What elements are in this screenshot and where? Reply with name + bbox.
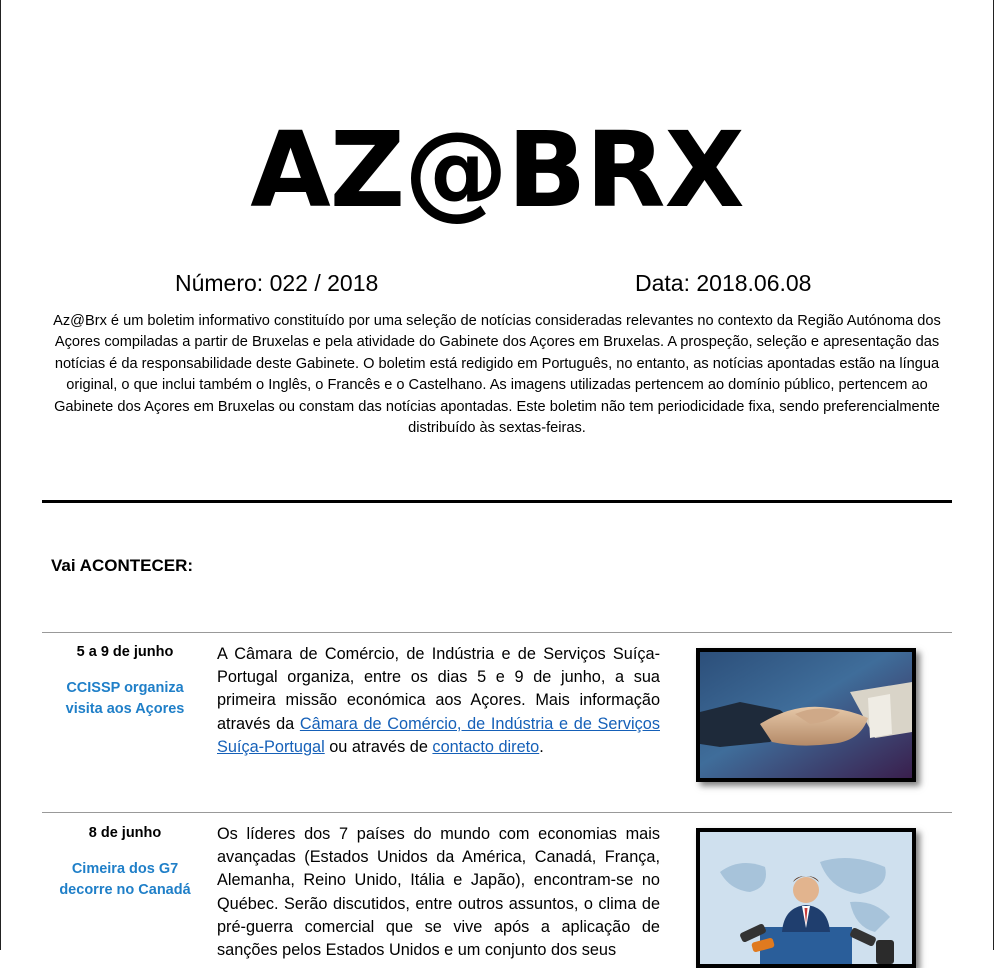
event-text: . (539, 737, 544, 756)
section-heading: Vai ACONTECER: (51, 556, 194, 575)
header-divider (42, 500, 952, 503)
event-title: Cimeira dos G7 decorre no Canadá (59, 861, 191, 898)
direct-contact-link[interactable]: contacto direto (432, 737, 540, 756)
event-text: A Câmara de Comércio, de Indústria e de Serviços Suíça-Portugal organiza, entre os dias 5 e 9 de junho, a sua primeira missão económica aos Açores. Mais informação através da (217, 645, 660, 733)
event-body: Os líderes dos 7 países do mundo com economias mais avançadas (Estados Unidos da América, Canadá, França, Alemanha, Reino Unido, Itália e Japão), encontram-se no Québec. Serão discutidos, entre outros assuntos, o clima de pré-guerra comercial que se vive após a aplicação de sanções pelos Estados Unidos e um conjunto dos seus (217, 825, 660, 960)
newsletter-title: AZ@BRX (250, 109, 744, 231)
intro-paragraph: Az@Brx é um boletim informativo constituído por uma seleção de notícias consideradas relevantes no contexto da Região Autónoma dos Açores compiladas a partir de Bruxelas e pela atividade do Gabinete dos Açores em Bruxelas. A prospeção, seleção e apresentação das notícias é da responsabilidade deste Gabinete. O boletim está redigido em Português, no entanto, as notícias apontadas estão na língua original, o que inclui também o Inglês, o Francês e o Castelhano. As imagens utilizadas pertencem ao domínio público, pertencem ao Gabinete dos Açores em Bruxelas ou constam das notícias apontadas. Este boletim não tem periodicidade fixa, sendo preferencialmente distribuído às sextas-feiras. (53, 313, 941, 437)
event-body (217, 643, 660, 759)
issue-number: Número: 022 / 2018 (175, 270, 379, 296)
event-title: CCISSP organiza visita aos Açores (65, 680, 185, 717)
handshake-image (696, 648, 916, 782)
issue-date: Data: 2018.06.08 (635, 270, 812, 296)
chamber-of-commerce-link[interactable]: Câmara de Comércio, de Indústria e de Serviços Suíça-Portugal (217, 714, 660, 756)
event-divider (42, 632, 952, 633)
press-conference-image (696, 828, 916, 968)
event-date: 5 a 9 de junho (76, 644, 174, 660)
event-date: 8 de junho (88, 825, 162, 841)
event-divider (42, 812, 952, 813)
event-text: ou através de (324, 737, 433, 756)
